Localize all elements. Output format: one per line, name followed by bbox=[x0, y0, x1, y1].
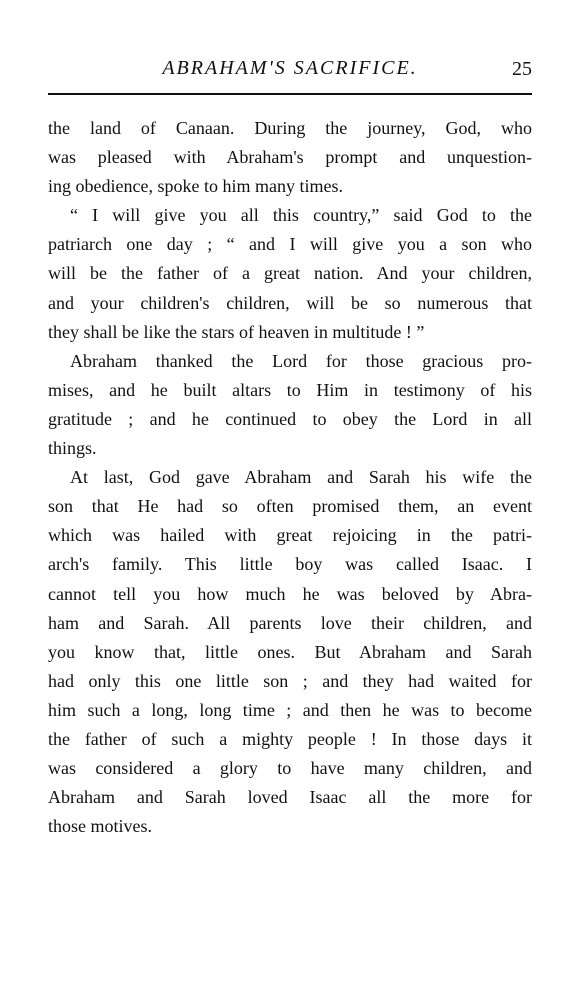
running-head bbox=[48, 56, 532, 86]
body-text bbox=[48, 114, 532, 841]
page-number: 25 bbox=[512, 58, 532, 80]
text-line: him such a long, long time ; and then he was to become bbox=[48, 699, 532, 720]
text-line: they shall be like the stars of heaven in multitude ! ” bbox=[48, 321, 425, 342]
paragraph-2 bbox=[48, 201, 532, 346]
text-line: cannot tell you how much he was beloved by Abra- bbox=[48, 583, 532, 604]
text-line: gratitude ; and he continued to obey the Lord in all bbox=[48, 408, 532, 429]
text-line: the father of such a mighty people ! In those days it bbox=[48, 728, 532, 749]
text-line: those motives. bbox=[48, 816, 152, 837]
text-line: which was hailed with great rejoicing in the patri- bbox=[48, 525, 532, 546]
running-title: ABRAHAM'S SACRIFICE. bbox=[162, 57, 418, 79]
text-line: mises, and he built altars to Him in testimony of his bbox=[48, 379, 532, 400]
paragraph-3 bbox=[48, 347, 532, 463]
text-line: ing obedience, spoke to him many times. bbox=[48, 176, 343, 197]
text-line: had only this one little son ; and they had waited for bbox=[48, 670, 532, 691]
text-line: patriarch one day ; “ and I will give you a son who bbox=[48, 234, 532, 255]
text-line: arch's family. This little boy was called Isaac. I bbox=[48, 554, 532, 575]
text-line: was considered a glory to have many children, and bbox=[48, 758, 532, 779]
header-rule bbox=[48, 93, 532, 95]
text-line: was pleased with Abraham's prompt and unquestion- bbox=[48, 147, 532, 168]
text-line: At last, God gave Abraham and Sarah his wife the bbox=[70, 467, 532, 488]
paragraph-4 bbox=[48, 463, 532, 841]
text-line: Abraham and Sarah loved Isaac all the more for bbox=[48, 787, 532, 808]
text-line: and your children's children, will be so numerous that bbox=[48, 292, 532, 313]
text-line: son that He had so often promised them, an event bbox=[48, 496, 532, 517]
paragraph-1 bbox=[48, 114, 532, 201]
text-line: ham and Sarah. All parents love their children, and bbox=[48, 612, 532, 633]
text-line: the land of Canaan. During the journey, God, who bbox=[48, 118, 532, 138]
text-line: Abraham thanked the Lord for those gracious pro- bbox=[70, 350, 532, 371]
text-line: things. bbox=[48, 438, 97, 459]
text-line: will be the father of a great nation. And your children, bbox=[48, 263, 532, 284]
text-line: you know that, little ones. But Abraham and Sarah bbox=[48, 641, 532, 662]
text-line: “ I will give you all this country,” said God to the bbox=[70, 205, 532, 226]
